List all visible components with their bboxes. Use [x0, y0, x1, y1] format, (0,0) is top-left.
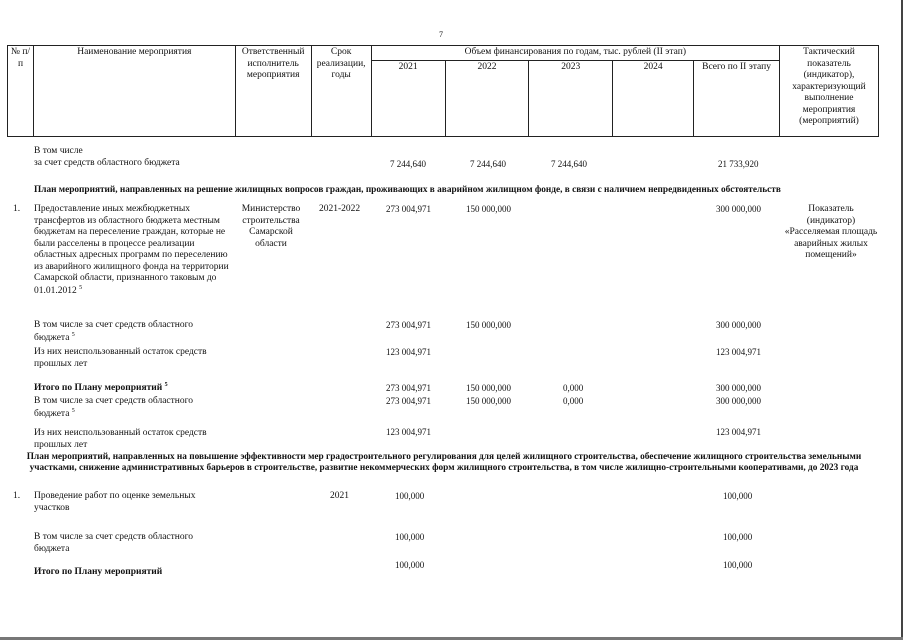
plan1-itogo-incl-text: В том числе за счет средств областного бюджета $^5$ [34, 396, 194, 419]
block0-2022: 7 244,640 [470, 159, 506, 169]
plan2-incl-2021: 100,000 [395, 532, 425, 542]
plan1-item-indicator: Показатель (индикатор) «Расселяемая площадь аварийных жилых помещений» [784, 204, 878, 261]
plan1-itogo-unused-total: 123 004,971 [716, 427, 761, 437]
header-name: Наименование мероприятия [33, 46, 235, 137]
table-header [7, 45, 879, 137]
plan1-itogo-incl-2021: 273 004,971 [386, 396, 431, 406]
plan1-incl-2021: 273 004,971 [386, 320, 431, 330]
block0-2021: 7 244,640 [390, 159, 426, 169]
plan2-incl-text: В том числе за счет средств областного бюджета [34, 532, 194, 554]
plan1-itogo-unused-text: Из них неиспользованный остаток средств прошлых лет [34, 428, 207, 450]
plan2-title: План мероприятий, направленных на повышение эффективности мер градостроительного регулирования для целей жилищного строительства, обеспечение жилищного строительства земельными участками, снижение административных барьеров в строительстве, развитие некоммерческих форм жилищного строительства, в том числе жилищно-строительными кооперативами, до 2023 года [26, 452, 862, 474]
plan2-incl-total: 100,000 [723, 532, 753, 542]
plan1-itogo-2021: 273 004,971 [386, 383, 431, 393]
header-term: Срок реализации, годы [311, 46, 371, 137]
plan2-item-total: 100,000 [723, 491, 753, 501]
plan1-unused-text: Из них неиспользованный остаток средств прошлых лет [34, 347, 207, 369]
plan1-incl-total: 300 000,000 [716, 320, 761, 330]
plan2-item-2021: 100,000 [395, 491, 425, 501]
plan2-itogo-2021: 100,000 [395, 560, 425, 570]
plan1-unused-2021: 123 004,971 [386, 347, 431, 357]
plan1-itogo-unused-2021: 123 004,971 [386, 427, 431, 437]
plan1-incl-2022: 150 000,000 [466, 320, 511, 330]
plan2-itogo-text: Итого по Плану мероприятий [34, 567, 163, 577]
header-no: № п/п [8, 46, 34, 137]
header-responsible: Ответственный исполнитель мероприятия [235, 46, 311, 137]
block0-label1: В том числе [34, 146, 83, 156]
header-year-2021: 2021 [371, 60, 445, 136]
plan1-itogo-2022: 150 000,000 [466, 383, 511, 393]
header-indicator: Тактический показатель (индикатор), характеризующий выполнение мероприятия (мероприятий) [779, 46, 878, 137]
plan1-itogo-incl-2022: 150 000,000 [466, 396, 511, 406]
block0-2023: 7 244,640 [551, 159, 587, 169]
block0-total: 21 733,920 [718, 159, 759, 169]
plan1-incl-text: В том числе за счет средств областного бюджета $^5$ [34, 320, 194, 343]
block0-label2: за счет средств областного бюджета [34, 158, 180, 168]
plan1-item-num: 1. [13, 204, 21, 214]
plan1-item-2022: 150 000,000 [466, 204, 511, 214]
plan1-itogo-text: Итого по Плану мероприятий $^5$ [34, 382, 168, 394]
header-year-2022: 2022 [445, 60, 529, 136]
plan2-item-term: 2021 [330, 491, 349, 501]
plan1-item-2021: 273 004,971 [386, 204, 431, 214]
plan1-item-total: 300 000,000 [716, 204, 761, 214]
plan1-item-responsible: Министерство строительства Самарской области [241, 204, 301, 249]
plan1-itogo-total: 300 000,000 [716, 383, 761, 393]
plan1-itogo-incl-total: 300 000,000 [716, 396, 761, 406]
plan2-item-num: 1. [13, 491, 21, 501]
plan2-item-text: Проведение работ по оценке земельных участков [34, 491, 196, 513]
plan1-itogo-incl-2023: 0,000 [563, 396, 584, 406]
plan2-itogo-total: 100,000 [723, 560, 753, 570]
plan1-itogo-2023: 0,000 [563, 383, 584, 393]
plan1-title: План мероприятий, направленных на решение жилищных вопросов граждан, проживающих в аварийном жилищном фонде, в связи с наличием непредвиденных обстоятельств [34, 185, 781, 195]
plan1-item-term: 2021-2022 [319, 204, 361, 214]
header-year-2024: 2024 [613, 60, 694, 136]
header-funding: Объем финансирования по годам, тыс. рублей (II этап) [371, 46, 779, 61]
plan1-unused-total: 123 004,971 [716, 347, 761, 357]
page-number: 7 [439, 30, 443, 39]
plan1-item-text: Предоставление иных межбюджетных трансфертов из областного бюджета местным бюджетам на переселение граждан, которые не были расселены в процессе реализации областных адресных программ по переселению из аварийного жилищного фонда на территории Самарской области, признанного таковым до 01.01.2012 $^5$ [34, 204, 229, 297]
header-total: Всего по II этапу [694, 60, 780, 136]
header-year-2023: 2023 [529, 60, 613, 136]
